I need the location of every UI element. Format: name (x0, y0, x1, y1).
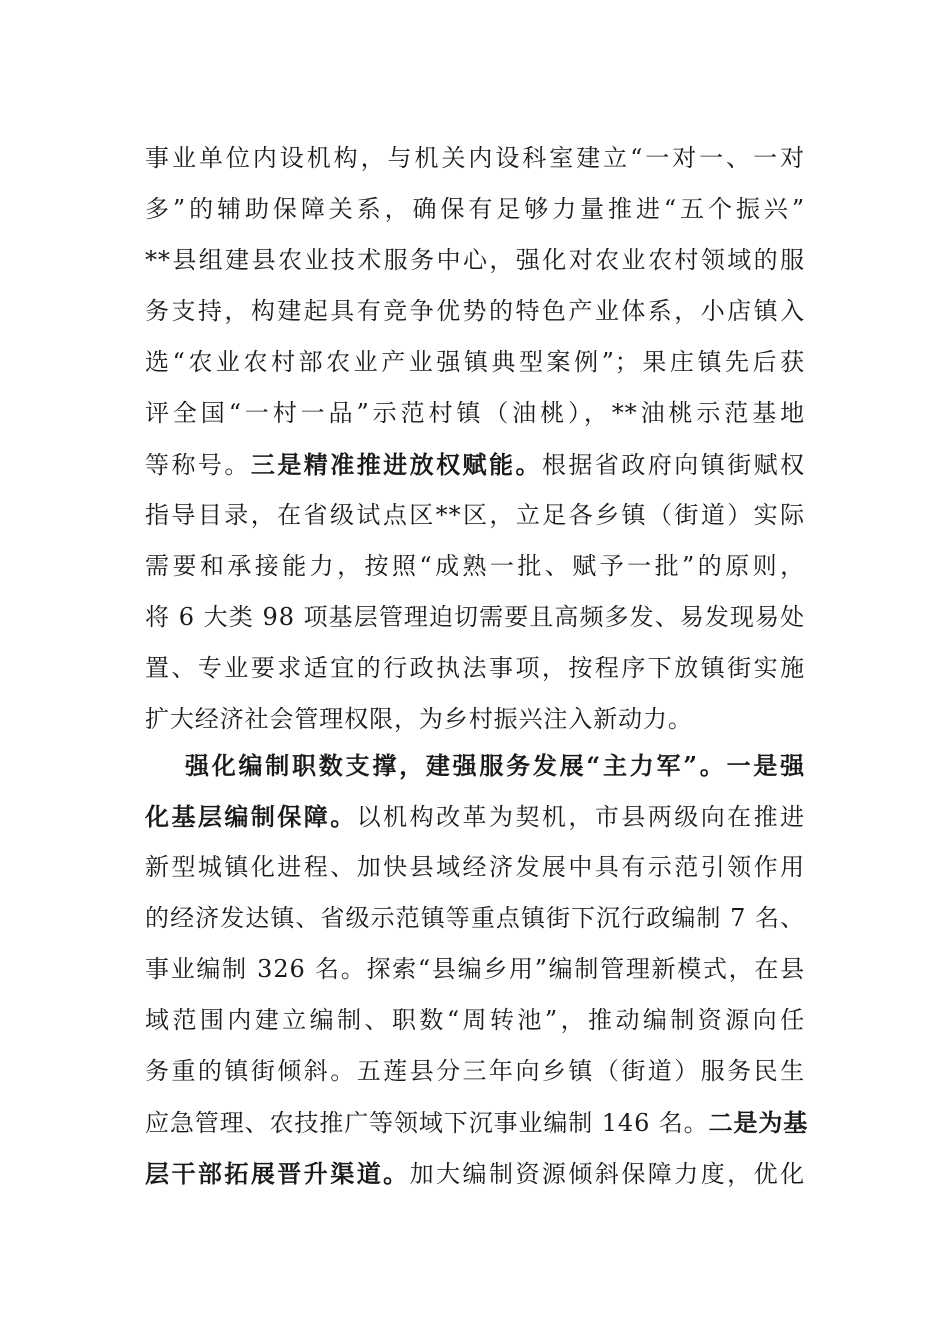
paragraph-1 (145, 133, 805, 745)
paragraph-line: 指导目录，在省级试点区**区，立足各乡镇（街道）实际 (145, 501, 805, 529)
text-segment: 应急管理、农技推广等领域下沉事业编制 146 名。 (145, 1109, 709, 1137)
paragraph-line: 事业编制 326 名。探索“县编乡用”编制管理新模式，在县 (145, 955, 805, 983)
text-segment: 加大编制资源倾斜保障力度，优化 (409, 1160, 805, 1188)
paragraph-line: 新型城镇化进程、加快县域经济发展中具有示范引领作用 (145, 853, 805, 881)
section-heading: 强化编制职数支撑，建强服务发展“主力军”。一是强 (185, 751, 805, 780)
bold-heading: 二是为基 (708, 1108, 809, 1137)
paragraph-line: 将 6 大类 98 项基层管理迫切需要且高频多发、易发现易处 (145, 603, 805, 631)
text-segment: 以机构改革为契机，市县两级向在推进 (356, 803, 805, 831)
paragraph-line (145, 439, 805, 490)
paragraph-line: 多”的辅助保障关系，确保有足够力量推进“五个振兴” (145, 195, 805, 223)
text-segment: 根据省政府向镇街赋权 (541, 451, 806, 479)
paragraph-line: 务重的镇街倾斜。五莲县分三年向乡镇（街道）服务民生 (145, 1057, 805, 1085)
paragraph-line: 务支持，构建起具有竞争优势的特色产业体系，小店镇入 (145, 297, 805, 325)
paragraph-line: 置、专业要求适宜的行政执法事项，按程序下放镇街实施 (145, 654, 805, 682)
text-segment: 等称号。 (145, 451, 251, 479)
paragraph-line: 选“农业农村部农业产业强镇典型案例”；果庄镇先后获 (145, 348, 805, 376)
paragraph-line (145, 1097, 809, 1148)
paragraph-line: 扩大经济社会管理权限，为乡村振兴注入新动力。 (145, 705, 693, 733)
bold-heading: 层干部拓展晋升渠道。 (145, 1159, 410, 1188)
paragraph-line: 评全国“一村一品”示范村镇（油桃），**油桃示范基地 (145, 399, 805, 427)
paragraph-2 (145, 740, 809, 1199)
paragraph-line: 的经济发达镇、省级示范镇等重点镇街下沉行政编制 7 名、 (145, 904, 805, 932)
paragraph-line (145, 791, 805, 842)
paragraph-line: 事业单位内设机构，与机关内设科室建立“一对一、一对 (145, 144, 805, 172)
bold-heading: 三是精准推进放权赋能。 (250, 450, 542, 479)
bold-heading: 化基层编制保障。 (145, 802, 357, 831)
paragraph-line: 需要和承接能力，按照“成熟一批、赋予一批”的原则， (145, 552, 805, 580)
paragraph-line: **县组建县农业技术服务中心，强化对农业农村领域的服 (145, 246, 805, 274)
paragraph-line (145, 1148, 805, 1199)
paragraph-line: 域范围内建立编制、职数“周转池”，推动编制资源向任 (145, 1006, 805, 1034)
